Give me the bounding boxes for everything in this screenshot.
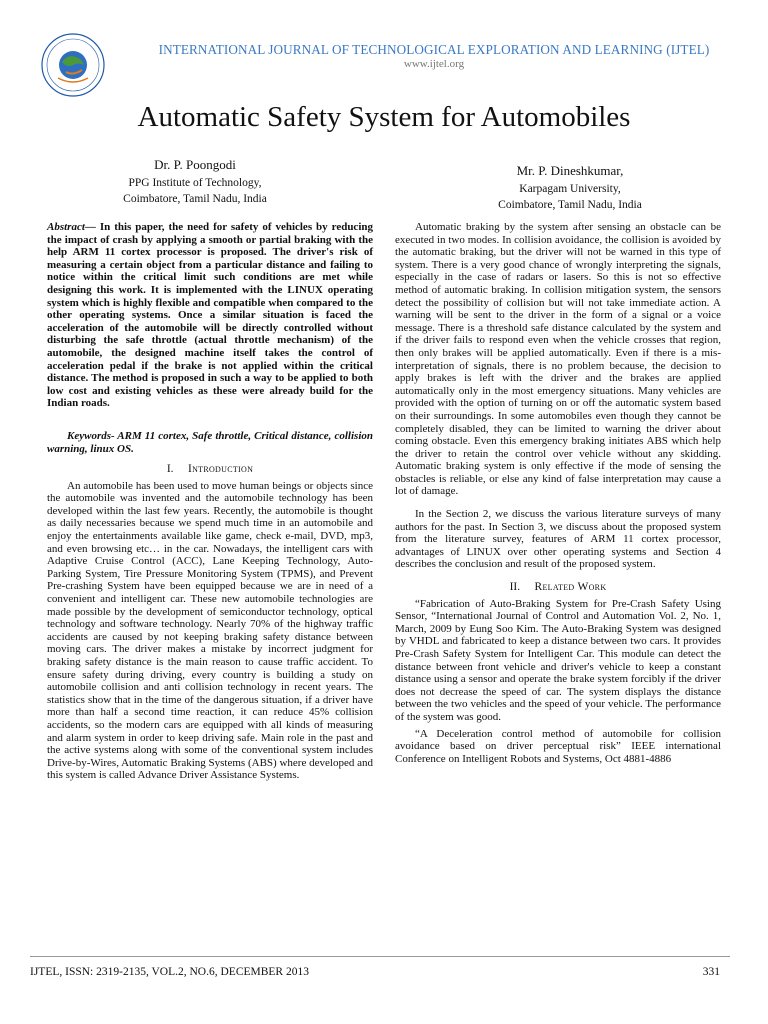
journal-name: INTERNATIONAL JOURNAL OF TECHNOLOGICAL EXPLORATION AND LEARNING (IJTEL) — [158, 42, 710, 57]
abstract-label: Abstract— — [47, 221, 96, 233]
abstract-text: In this paper, the need for safety of vehicles by reducing the impact of crash by applying a smooth or partial braking with the help ARM 11 cortex processor is proposed. The driver's risk of measuring a certain object from a particular distance and failing to notice within the critical limit such conditions are met while designing this work. It is implemented with the LINUX operating system which is highly flexible and compatible when compared to the other operating systems. Once a similar situation is faced the acceleration of the automobile will be directly controlled without disturbing the safe throttle (actual throttle mechanism) of the automobile, the designed machine itself takes the control of acceleration pedal if the brake is not applied within the critical distance. The method is proposed in such a way to be applied to both low cost and existing vehicles as these were already build for the Indian roads. — [47, 221, 373, 410]
left-column — [47, 221, 373, 782]
intro-paragraph: An automobile has been used to move human beings or objects since the automobile was invented and the automobile technology has been developed within the last few years. Recently, the automobile is thought as daily necessaries because we spend much time in an automobile and enjoy the entertainments available like game, check e-mail, DVD, mp3, and even browsing etc… in the car. Nowadays, the intelligent cars with Adaptive Cruise Control (ACC), Lane Keeping Technology, Auto-Parking System, Tire Pressure Monitoring System (TPMS), and Prevent Pre-crashing System have been equipped because we are in need of a convenient and intelligent car. These new automobile technologies are made possible by the development of semiconductor technology, optical technology and software technology. Nearly 70% of the highway traffic accidents are caused by not keeping braking safety distance between moving cars. The driver makes a mistake by incorrect judgment for braking safety distance is the main reason to cause traffic accident. To ensure safety during driving, every country is building a study on automobile collision and anti collision technology in recent years. The statistics show that in the time of the dangerous situation, if a driver have more than half a second time reaction, it can reduce 45% collision accidents, so the modern cars are equipped with all kinds of measuring and alarm system in order to keep driving safe. Main role in the past and the active systems along with some of the conventional system includes Drive-by-Wires, Automatic Braking Systems (ABS) where developed and this system is called Advance Driver Assistance Systems. — [47, 479, 373, 782]
author-affiliation: Coimbatore, Tamil Nadu, India — [498, 199, 642, 211]
section-title: Introduction — [187, 463, 254, 476]
body-paragraph: In the Section 2, we discuss the various literature surveys of many authors for the past. In Section 3, we discuss about the proposed system from the literature survey, features of ARM 11 cortex processor, advantages of LINUX over other operating systems and Section 4 describes the conclusion and result of the proposed system. — [395, 508, 721, 571]
paper-title: Automatic Safety System for Automobiles — [137, 101, 631, 133]
footer-citation: IJTEL, ISSN: 2319-2135, VOL.2, NO.6, DECEMBER 2013 — [30, 966, 309, 978]
section-heading-introduction — [47, 463, 373, 476]
keywords: Keywords- ARM 11 cortex, Safe throttle, Critical distance, collision warning, linux OS. — [47, 429, 373, 455]
section-heading-related-work — [395, 581, 721, 594]
author-name: Mr. P. Dineshkumar, — [516, 163, 624, 178]
footer-rule — [30, 956, 730, 957]
author-affiliation: PPG Institute of Technology, — [128, 177, 262, 189]
page-number: 331 — [702, 966, 720, 978]
author-block-1 — [90, 157, 300, 207]
right-column — [395, 221, 721, 765]
journal-url: www.ijtel.org — [403, 58, 465, 70]
author-block-2 — [455, 163, 685, 213]
journal-seal-logo — [40, 32, 106, 98]
author-affiliation: Coimbatore, Tamil Nadu, India — [123, 193, 267, 205]
abstract — [47, 221, 373, 410]
section-title: Related Work — [534, 581, 607, 594]
author-name: Dr. P. Poongodi — [154, 157, 236, 172]
section-number: I. — [166, 463, 174, 476]
body-paragraph: Automatic braking by the system after sensing an obstacle can be executed in two modes. In collision avoidance, the collision is avoided by the automatic braking, but the driver will not be warned in this type of system. There is a very good chance of wrongly interpreting the signals, especially in the case of radars or lasers. So this is not so effective method of automatic braking. In collision mitigation system, the sensors detect the possibility of collision but will not take immediate action. A warning will be sent to the driver in the form of a signal or a voice message. There is a threshold safe distance calculated by the system and if the driver fails to respond even when the vehicle crosses that region, then only brakes will be applied automatically. Even if there is a mis-interpretation of signals, there is no problem because, the decision to apply brakes is left with the driver and the brakes are applied automatically only in the most emergency situations. Many vehicles are provided with the option of turning on or off the automatic system based on their surroundings. In some automobiles even though they cannot be completely disabled, they can be limited to warning the driver about coming obstacle. Even this emergency braking initiates ABS which help the driver to retain the control over vehicle without any skidding. Automatic braking system is only effective if the mode of sensing the obstacles is reliable, or else any kind of false interpretation may cause a lot of damage. — [395, 221, 721, 498]
section-number: II. — [509, 581, 521, 594]
related-paragraph: “Fabrication of Auto-Braking System for Pre-Crash Safety Using Sensor, “International Journal of Control and Automation Vol. 2, No. 1, March, 2009 by Eung Soo Kim. The Auto-Braking System was designed by VHDL and fabricated to keep a distance between two cars. It provides Pre-Crash Safety System for Intelligent Car. This module can detect the distance between front vehicle and driver's vehicle to keep a constant distance using a sensor and operate the brake system forcibly if the driver does not decrease the speed of car. The system displays the distance between the two vehicles and the speed of your vehicle. The performance of the system was good. — [395, 597, 721, 723]
author-affiliation: Karpagam University, — [519, 183, 621, 195]
related-paragraph: “A Deceleration control method of automobile for collision avoidance based on driver perceptual risk” IEEE international Conference on Intelligent Robots and Systems, Oct 4881-4886 — [395, 727, 721, 765]
